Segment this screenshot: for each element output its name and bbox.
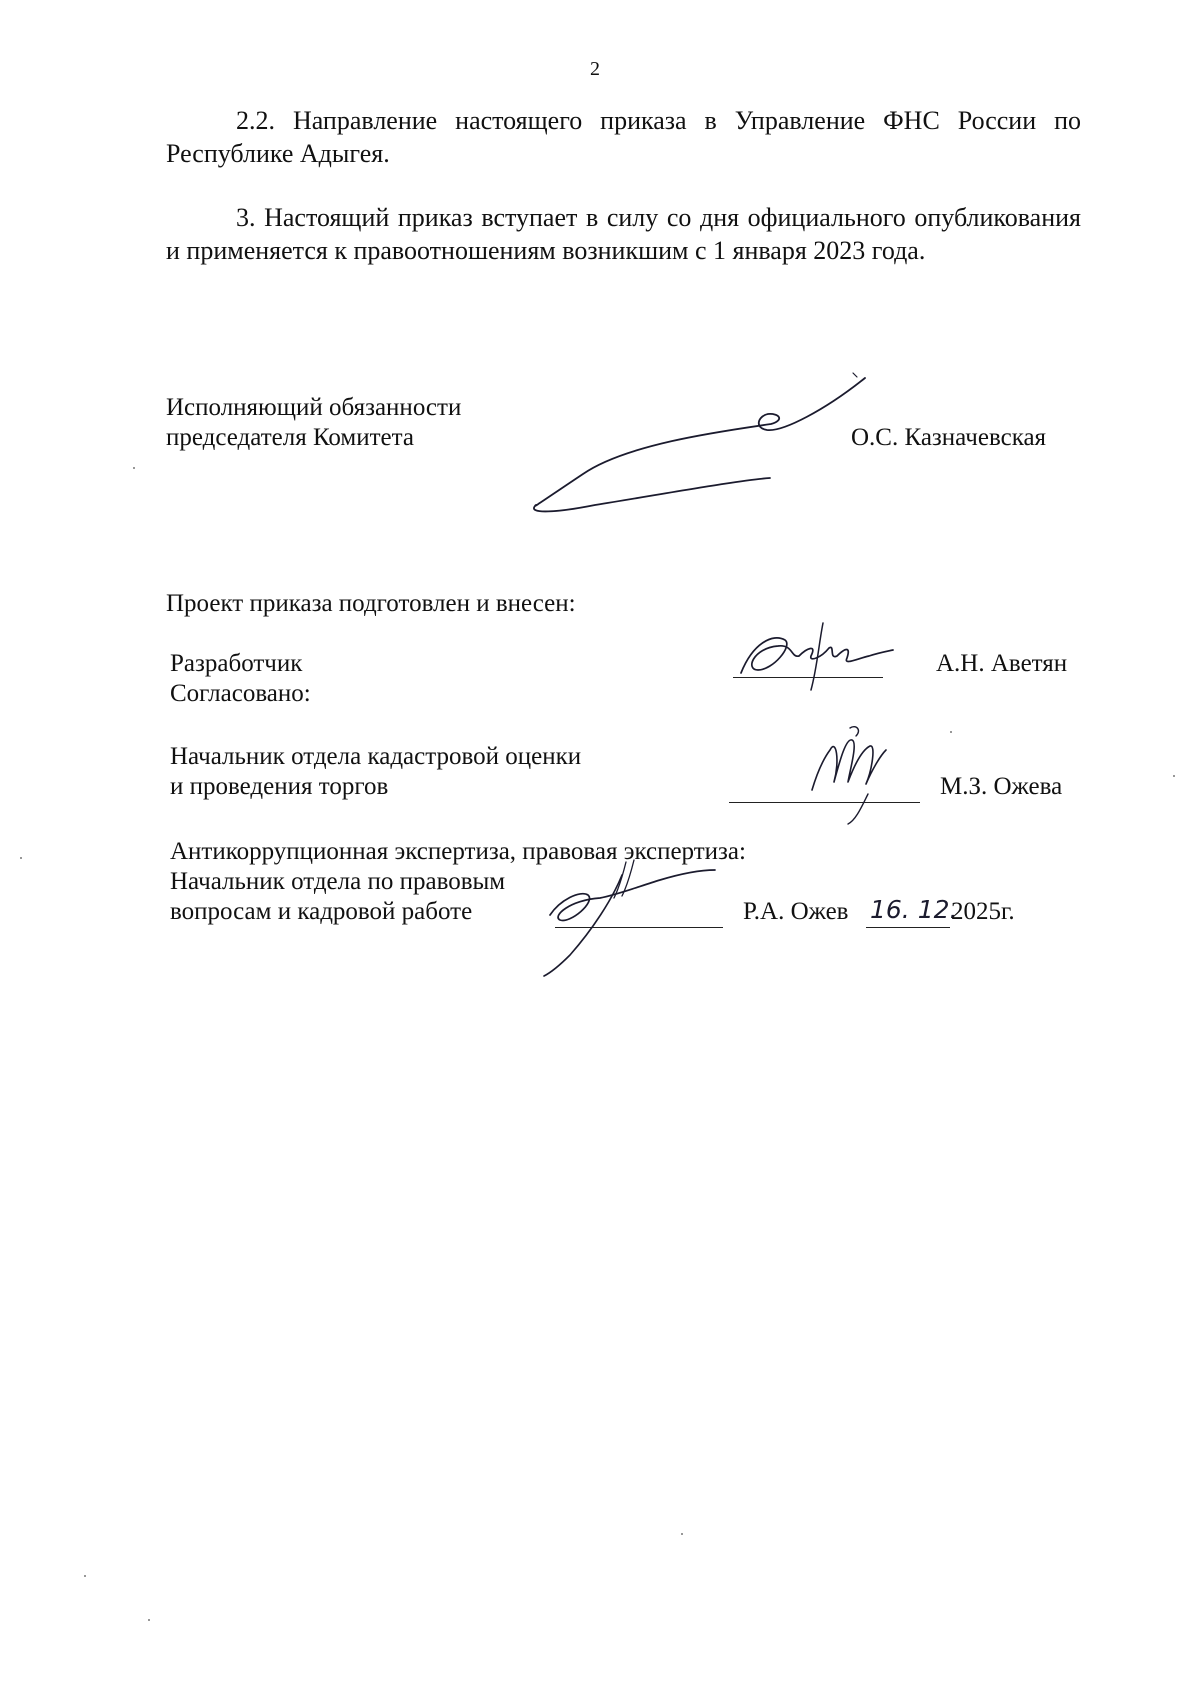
handwritten-date: 16. 12.: [870, 895, 958, 924]
scan-speck: [1173, 775, 1175, 777]
legal-role-line2: вопросам и кадровой работе: [170, 898, 473, 925]
expertise-heading: Антикоррупционная экспертиза, правовая экспертиза:: [170, 838, 746, 865]
paragraph-3: [166, 201, 1081, 267]
scan-speck: [950, 731, 952, 733]
project-heading: Проект приказа подготовлен и внесен:: [166, 590, 576, 617]
head-role-line2: и проведения торгов: [170, 773, 389, 800]
chairman-signature: [525, 370, 875, 520]
legal-signature: [530, 840, 730, 980]
legal-role-line1: Начальник отдела по правовым: [170, 868, 506, 895]
date-year: 2025г.: [951, 898, 1015, 925]
developer-signature: [733, 618, 903, 698]
approval-role-line1: Исполняющий обязанности: [166, 394, 462, 421]
paragraph-2-2-text: 2.2. Направление настоящего приказа в Управление ФНС России по Республике Адыгея.: [166, 106, 1081, 168]
scan-speck: [133, 467, 135, 469]
approval-name: О.С. Казначевская: [851, 424, 1047, 451]
head-signature: [800, 720, 910, 830]
paragraph-2-2: [166, 104, 1081, 170]
date-underline: [866, 927, 950, 928]
developer-role: Разработчик: [170, 650, 303, 677]
legal-name: Р.А. Ожев: [743, 898, 849, 925]
page-number: 2: [590, 58, 600, 80]
head-name: М.З. Ожева: [940, 773, 1063, 800]
scan-speck: [148, 1619, 150, 1621]
head-role-line1: Начальник отдела кадастровой оценки: [170, 743, 582, 770]
paragraph-3-text: 3. Настоящий приказ вступает в силу со дня официального опубликования и применяется к правоотношениям возникшим с 1 января 2023 года.: [166, 203, 1081, 265]
scan-speck: [20, 857, 22, 859]
scan-speck: [681, 1533, 683, 1535]
approval-role-line2: председателя Комитета: [166, 424, 414, 451]
scan-speck: [84, 1575, 86, 1577]
developer-name: А.Н. Аветян: [936, 650, 1068, 677]
agreed-label: Согласовано:: [170, 680, 311, 707]
